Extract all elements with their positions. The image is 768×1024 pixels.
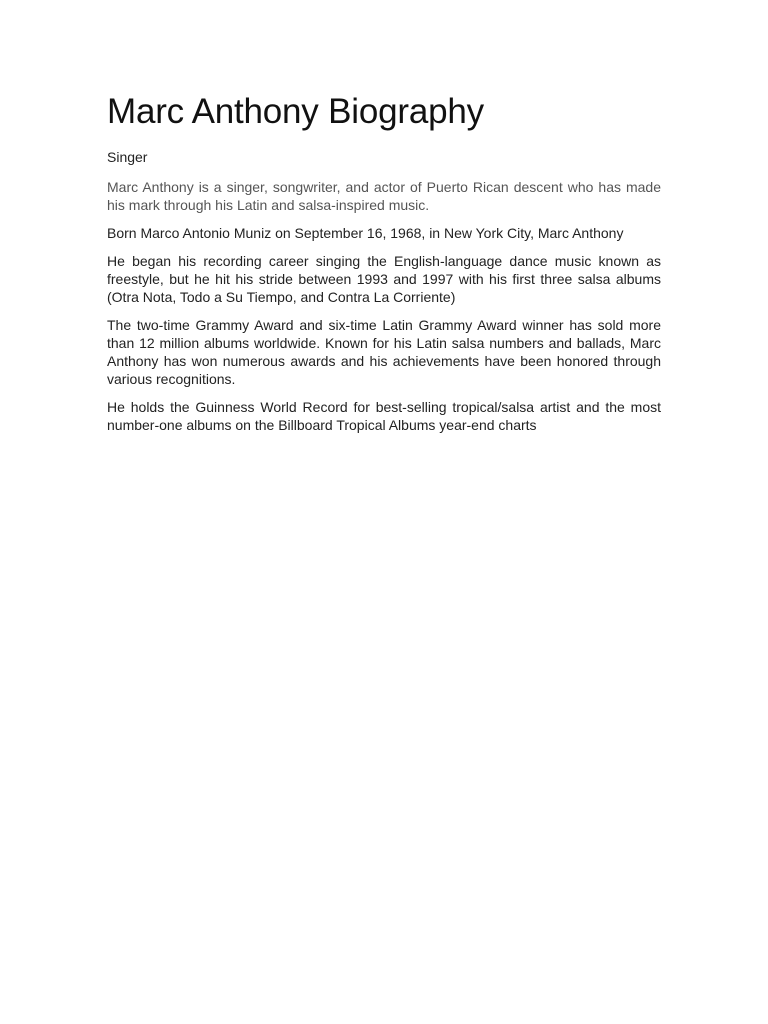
paragraph-birth: Born Marco Antonio Muniz on September 16, 1968, in New York City, Marc Anthony bbox=[107, 225, 624, 241]
paragraph-awards: The two-time Grammy Award and six-time Latin Grammy Award winner has sold more than 12 million albums worldwide. Known for his Latin salsa numbers and ballads, Marc Anthony has won numerous awards and his achievements have been honored through various recognitions. bbox=[107, 317, 661, 387]
paragraph-records: He holds the Guinness World Record for best-selling tropical/salsa artist and the most number-one albums on the Billboard Tropical Albums year-end charts bbox=[107, 399, 661, 433]
page-subtitle: Singer bbox=[107, 149, 148, 165]
page-title: Marc Anthony Biography bbox=[107, 92, 484, 131]
paragraph-intro: Marc Anthony is a singer, songwriter, and actor of Puerto Rican descent who has made his mark through his Latin and salsa-inspired music. bbox=[107, 179, 661, 213]
paragraph-career: He began his recording career singing the English-language dance music known as freestyle, but he hit his stride between 1993 and 1997 with his first three salsa albums (Otra Nota, Todo a Su Tiempo, and Contra La Corriente) bbox=[107, 253, 661, 305]
document-page bbox=[107, 88, 661, 444]
